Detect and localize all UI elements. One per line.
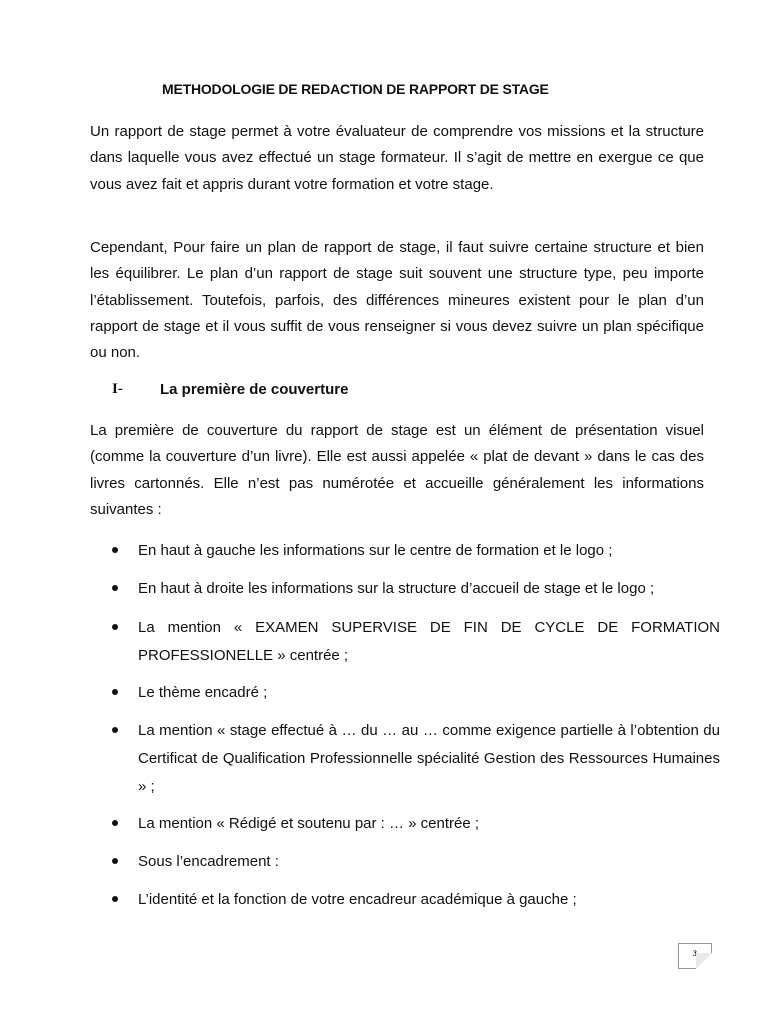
bullet-icon [112,689,118,695]
bullet-icon [112,896,118,902]
list-item-text: Le thème encadré ; [138,684,268,701]
page-number-box [678,943,712,969]
bullet-icon [112,547,118,553]
section-intro: La première de couverture du rapport de stage est un élément de présentation visuel (comme la couverture d’un livre). Elle est aussi appelée « plat de devant » dans le cas des livres cartonnés. Elle n’est pas numérotée et accueille généralement les informations suivantes : [90,422,704,518]
section-title: La première de couverture [160,381,349,398]
bullet-icon [112,820,118,826]
list-item-text: En haut à gauche les informations sur le centre de formation et le logo ; [138,542,613,559]
document-title: METHODOLOGIE DE REDACTION DE RAPPORT DE STAGE [162,81,549,97]
bullet-icon [112,624,118,630]
list-item [0,537,768,559]
list-item-text: L’identité et la fonction de votre encadreur académique à gauche ; [138,891,577,908]
list-item [0,614,768,664]
list-item-text: Sous l’encadrement : [138,853,279,870]
list-item-text: En haut à droite les informations sur la structure d’accueil de stage et le logo ; [138,580,655,597]
bullet-icon [112,585,118,591]
bullet-icon [112,727,118,733]
list-item [0,810,768,832]
page-number: 3 [693,949,697,958]
list-item [0,717,768,795]
paragraph-plan: Cependant, Pour faire un plan de rapport de stage, il faut suivre certaine structure et bien les équilibrer. Le plan d’un rapport de stage suit souvent une structure type, peu importe l’établissement. Toutefois, parfois, des différences mineures existent pour le plan d’un rapport de stage et il vous suffit de vous renseigner si vous devez suivre un plan spécifique ou non. [90,239,704,362]
list-item-text: La mention « EXAMEN SUPERVISE DE FIN DE CYCLE DE FORMATION PROFESSIONELLE » centrée ; [138,619,720,664]
list-item-text: La mention « Rédigé et soutenu par : … » centrée ; [138,815,480,832]
paragraph-intro: Un rapport de stage permet à votre évaluateur de comprendre vos missions et la structure dans laquelle vous avez effectué un stage formateur. Il s’agit de mettre en exergue ce que vous avez fait et appris durant votre formation et votre stage. [90,123,704,193]
list-item [0,886,768,908]
list-item [0,575,768,597]
list-item [0,679,768,701]
section-number: I- [112,381,123,397]
list-item [0,848,768,870]
list-item-text: La mention « stage effectué à … du … au … comme exigence partielle à l’obtention du Certificat de Qualification Professionnelle spécialité Gestion des Ressources Humaines » ; [138,722,720,795]
bullet-icon [112,858,118,864]
